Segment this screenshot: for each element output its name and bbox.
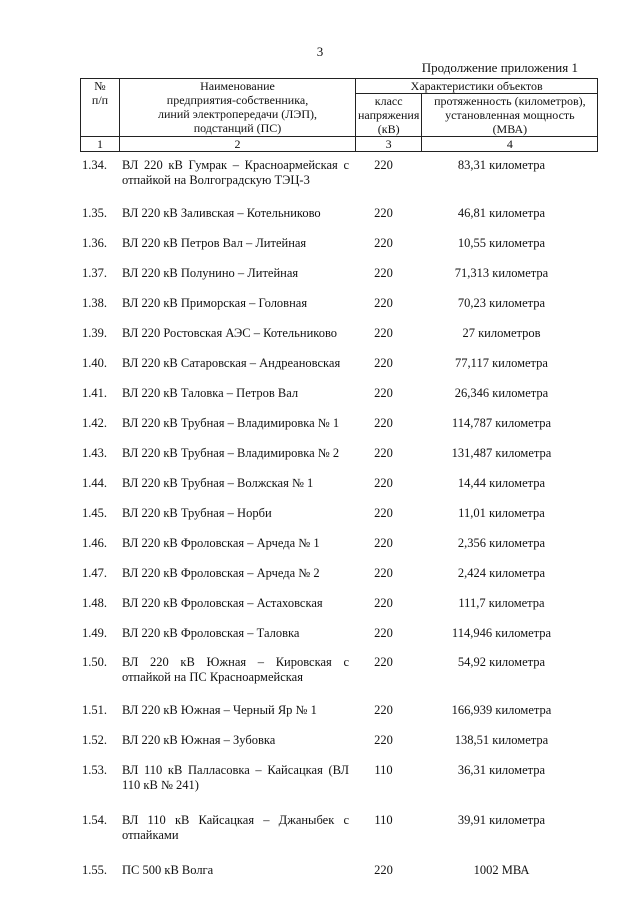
header-characteristics: Характеристики объектов: [356, 79, 598, 94]
row-voltage-class: 220: [374, 596, 393, 610]
row-number: 1.43.: [82, 446, 107, 460]
row-voltage-class: 220: [374, 863, 393, 877]
row-length-power: 39,91 километра: [457, 813, 546, 827]
row-length-power: 2,424 километра: [457, 566, 546, 580]
row-length-power: 138,51 километра: [454, 733, 549, 747]
header-col-num-3: 3: [356, 137, 422, 152]
row-length-power: 114,787 километра: [451, 416, 552, 430]
header-col-num-2: 2: [120, 137, 356, 152]
row-voltage-class: 220: [374, 655, 393, 669]
row-object-name: ВЛ 220 кВ Южная – Кировская с отпайкой на ПС Красноармейская: [122, 655, 349, 684]
row-number: 1.40.: [82, 356, 107, 370]
table-row: [80, 763, 589, 793]
row-number: 1.41.: [82, 386, 107, 400]
row-object-name: ВЛ 220 кВ Фроловская – Таловка: [122, 626, 300, 640]
table-row: [80, 446, 589, 461]
table-row: [80, 158, 589, 188]
page-number: 3: [316, 44, 324, 59]
row-length-power: 71,313 километра: [454, 266, 549, 280]
row-number: 1.54.: [82, 813, 107, 827]
header-col-num-1: 1: [81, 137, 120, 152]
row-length-power: 131,487 километра: [451, 446, 552, 460]
table-header: [80, 78, 598, 152]
row-object-name: ВЛ 220 кВ Петров Вал – Литейная: [122, 236, 307, 250]
table-row: [80, 416, 589, 431]
row-length-power: 2,356 километра: [457, 536, 546, 550]
table-row: [80, 863, 589, 878]
row-length-power: 83,31 километра: [457, 158, 546, 172]
row-number: 1.47.: [82, 566, 107, 580]
table-row: [80, 206, 589, 221]
row-voltage-class: 220: [374, 506, 393, 520]
row-voltage-class: 220: [374, 266, 393, 280]
row-voltage-class: 220: [374, 206, 393, 220]
row-voltage-class: 220: [374, 386, 393, 400]
row-number: 1.49.: [82, 626, 107, 640]
row-length-power: 27 километров: [462, 326, 541, 340]
row-number: 1.55.: [82, 863, 107, 877]
row-number: 1.39.: [82, 326, 107, 340]
row-object-name: ВЛ 220 кВ Фроловская – Астаховская: [122, 596, 323, 610]
table-row: [80, 733, 589, 748]
table-row: [80, 476, 589, 491]
table-row: [80, 506, 589, 521]
row-voltage-class: 220: [374, 236, 393, 250]
row-object-name: ВЛ 220 кВ Фроловская – Арчеда № 1: [122, 536, 320, 550]
row-object-name: ВЛ 220 кВ Трубная – Волжская № 1: [122, 476, 314, 490]
row-object-name: ВЛ 220 кВ Таловка – Петров Вал: [122, 386, 299, 400]
row-length-power: 54,92 километра: [457, 655, 546, 669]
row-object-name: ВЛ 220 кВ Гумрак – Красноармейская с отпайкой на Волгоградскую ТЭЦ-3: [122, 158, 349, 187]
row-voltage-class: 220: [374, 296, 393, 310]
row-object-name: ВЛ 220 кВ Трубная – Владимировка № 1: [122, 416, 340, 430]
row-number: 1.52.: [82, 733, 107, 747]
row-object-name: ВЛ 220 кВ Полунино – Литейная: [122, 266, 299, 280]
row-number: 1.35.: [82, 206, 107, 220]
row-object-name: ВЛ 110 кВ Кайсацкая – Джаныбек с отпайками: [122, 813, 349, 842]
continuation-note: Продолжение приложения 1: [421, 60, 578, 75]
table-row: [80, 626, 589, 641]
row-number: 1.51.: [82, 703, 107, 717]
row-object-name: ВЛ 220 кВ Приморская – Головная: [122, 296, 308, 310]
row-length-power: 10,55 километра: [457, 236, 546, 250]
row-voltage-class: 220: [374, 356, 393, 370]
row-object-name: ВЛ 220 кВ Трубная – Норби: [122, 506, 272, 520]
row-length-power: 46,81 километра: [457, 206, 546, 220]
row-voltage-class: 220: [374, 158, 393, 172]
row-number: 1.37.: [82, 266, 107, 280]
row-length-power: 1002 МВА: [473, 863, 530, 877]
row-length-power: 14,44 километра: [457, 476, 546, 490]
table-row: [80, 813, 589, 843]
row-length-power: 77,117 километра: [455, 356, 548, 370]
row-number: 1.42.: [82, 416, 107, 430]
header-length-power: протяженность (километров), установленная мощность (МВА): [422, 94, 598, 137]
row-number: 1.38.: [82, 296, 107, 310]
table-row: [80, 296, 589, 311]
row-length-power: 70,23 километра: [457, 296, 546, 310]
table-row: [80, 326, 589, 341]
row-length-power: 166,939 километра: [451, 703, 552, 717]
header-voltage-class: класс напряжения (кВ): [356, 94, 422, 137]
row-object-name: ВЛ 220 кВ Фроловская – Арчеда № 2: [122, 566, 320, 580]
row-number: 1.48.: [82, 596, 107, 610]
row-length-power: 26,346 километра: [454, 386, 549, 400]
row-voltage-class: 110: [374, 763, 393, 777]
row-length-power: 114,946 километра: [451, 626, 552, 640]
row-length-power: 111,7 километра: [458, 596, 545, 610]
table-row: [80, 566, 589, 581]
row-object-name: ПС 500 кВ Волга: [122, 863, 214, 877]
row-voltage-class: 220: [374, 703, 393, 717]
row-object-name: ВЛ 110 кВ Палласовка – Кайсацкая (ВЛ 110 кВ № 241): [122, 763, 349, 792]
row-length-power: 36,31 километра: [457, 763, 546, 777]
row-voltage-class: 220: [374, 566, 393, 580]
row-voltage-class: 220: [374, 536, 393, 550]
row-voltage-class: 220: [374, 626, 393, 640]
row-number: 1.50.: [82, 655, 107, 669]
table-row: [80, 655, 589, 685]
row-voltage-class: 110: [374, 813, 393, 827]
row-number: 1.46.: [82, 536, 107, 550]
row-number: 1.44.: [82, 476, 107, 490]
row-voltage-class: 220: [374, 416, 393, 430]
row-object-name: ВЛ 220 кВ Сатаровская – Андреановская: [122, 356, 341, 370]
row-object-name: ВЛ 220 кВ Южная – Черный Яр № 1: [122, 703, 317, 717]
row-number: 1.36.: [82, 236, 107, 250]
row-number: 1.34.: [82, 158, 107, 172]
header-num: № п/п: [81, 79, 120, 137]
row-voltage-class: 220: [374, 733, 393, 747]
row-number: 1.53.: [82, 763, 107, 777]
header-name: Наименование предприятия-собственника, линий электропередачи (ЛЭП), подстанций (ПС): [120, 79, 356, 137]
row-object-name: ВЛ 220 кВ Южная – Зубовка: [122, 733, 276, 747]
row-object-name: ВЛ 220 кВ Заливская – Котельниково: [122, 206, 321, 220]
row-length-power: 11,01 километра: [458, 506, 545, 520]
header-col-num-4: 4: [422, 137, 598, 152]
table-row: [80, 266, 589, 281]
row-object-name: ВЛ 220 Ростовская АЭС – Котельниково: [122, 326, 338, 340]
row-object-name: ВЛ 220 кВ Трубная – Владимировка № 2: [122, 446, 340, 460]
table-row: [80, 236, 589, 251]
table-row: [80, 596, 589, 611]
table-row: [80, 356, 589, 371]
table-row: [80, 536, 589, 551]
table-row: [80, 703, 589, 718]
row-voltage-class: 220: [374, 476, 393, 490]
row-voltage-class: 220: [374, 446, 393, 460]
row-voltage-class: 220: [374, 326, 393, 340]
row-number: 1.45.: [82, 506, 107, 520]
table-row: [80, 386, 589, 401]
